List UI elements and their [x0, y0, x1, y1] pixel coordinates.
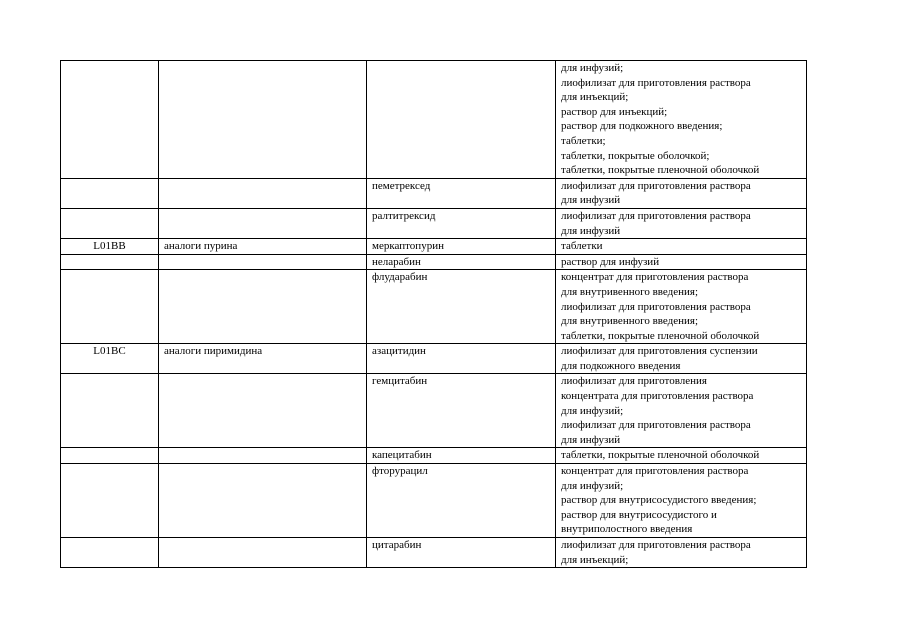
atc-code-cell: [61, 270, 159, 344]
dosage-form-line: лиофилизат для приготовления суспензии: [561, 345, 758, 358]
dosage-form-line: раствор для инфузий: [561, 255, 660, 268]
dosage-form-line: для инъекций;: [561, 553, 629, 566]
atc-code-cell: [61, 61, 159, 179]
dosage-form-line: таблетки, покрытые пленочной оболочкой: [561, 164, 760, 177]
pharmacological-group-cell: аналоги пиримидина: [159, 344, 367, 374]
dosage-form-line: для внутривенного введения;: [561, 315, 699, 328]
dosage-form-line: таблетки: [561, 240, 603, 253]
table-row: [61, 254, 807, 270]
pharmacological-group-cell: [159, 448, 367, 464]
dosage-form-cell: [556, 178, 807, 208]
drug-name-cell: неларабин: [367, 254, 556, 270]
dosage-form-line: концентрата для приготовления раствора: [561, 390, 754, 403]
dosage-form-line: лиофилизат для приготовления раствора: [561, 539, 751, 551]
table-row: [61, 178, 807, 208]
atc-code-cell: [61, 254, 159, 270]
dosage-form-line: таблетки;: [561, 134, 606, 147]
pharmacological-group-cell: [159, 254, 367, 270]
drug-name-cell: гемцитабин: [367, 374, 556, 448]
atc-code-cell: [61, 538, 159, 568]
drug-name-cell: ралтитрексид: [367, 208, 556, 238]
table-body: [61, 61, 807, 568]
table-row: [61, 270, 807, 344]
drug-name-cell: фторурацил: [367, 464, 556, 538]
table-row: [61, 374, 807, 448]
atc-code-cell: [61, 448, 159, 464]
dosage-form-line: для инъекций;: [561, 91, 629, 104]
dosage-form-line: для внутривенного введения;: [561, 285, 699, 298]
dosage-form-line: лиофилизат для приготовления раствора: [561, 209, 751, 222]
atc-code-cell: L01BC: [61, 344, 159, 374]
dosage-form-line: для инфузий;: [561, 404, 624, 417]
dosage-form-line: для подкожного введения: [561, 359, 681, 372]
dosage-form-cell: [556, 270, 807, 344]
dosage-form-line: лиофилизат для приготовления раствора: [561, 76, 751, 89]
dosage-form-line: раствор для инъекций;: [561, 105, 668, 118]
pharmacological-group-cell: [159, 208, 367, 238]
dosage-form-cell: [556, 344, 807, 374]
dosage-form-line: раствор для подкожного введения;: [561, 120, 723, 133]
dosage-form-line: лиофилизат для приготовления раствора: [561, 419, 751, 432]
dosage-form-line: таблетки, покрытые пленочной оболочкой: [561, 329, 760, 342]
dosage-form-line: раствор для внутрисосудистого и: [561, 508, 717, 521]
table-row: [61, 208, 807, 238]
dosage-form-line: лиофилизат для приготовления: [561, 375, 707, 388]
atc-code-cell: L01BB: [61, 239, 159, 255]
drug-name-cell: капецитабин: [367, 448, 556, 464]
dosage-form-line: концентрат для приготовления раствора: [561, 465, 749, 478]
dosage-form-line: для инфузий;: [561, 479, 624, 492]
pharmacological-group-cell: [159, 61, 367, 179]
pharmacological-group-cell: [159, 374, 367, 448]
atc-code-cell: [61, 374, 159, 448]
dosage-form-line: таблетки, покрытые оболочкой;: [561, 149, 710, 162]
atc-code-cell: [61, 178, 159, 208]
pharmacological-group-cell: [159, 270, 367, 344]
atc-code-cell: [61, 208, 159, 238]
pharmacological-group-cell: [159, 464, 367, 538]
dosage-form-cell: [556, 448, 807, 464]
pharmacological-group-cell: [159, 538, 367, 568]
dosage-form-line: для инфузий: [561, 224, 621, 237]
pharmacological-group-cell: аналоги пурина: [159, 239, 367, 255]
pharmacological-group-cell: [159, 178, 367, 208]
dosage-form-line: раствор для внутрисосудистого введения;: [561, 494, 757, 507]
table-row: [61, 538, 807, 568]
table-row: [61, 239, 807, 255]
dosage-form-line: внутриполостного введения: [561, 523, 693, 536]
dosage-form-cell: [556, 538, 807, 568]
dosage-form-line: лиофилизат для приготовления раствора: [561, 300, 751, 313]
table-row: [61, 448, 807, 464]
table-row: [61, 464, 807, 538]
drug-name-cell: азацитидин: [367, 344, 556, 374]
atc-code-cell: [61, 464, 159, 538]
dosage-form-line: для инфузий;: [561, 62, 624, 74]
drug-table: [60, 60, 807, 568]
dosage-form-cell: [556, 374, 807, 448]
drug-name-cell: цитарабин: [367, 538, 556, 568]
dosage-form-cell: [556, 208, 807, 238]
drug-name-cell: [367, 61, 556, 179]
table-row: [61, 344, 807, 374]
drug-name-cell: флударабин: [367, 270, 556, 344]
dosage-form-cell: [556, 61, 807, 179]
dosage-form-line: для инфузий: [561, 433, 621, 446]
drug-name-cell: меркаптопурин: [367, 239, 556, 255]
table-row: [61, 61, 807, 179]
dosage-form-line: таблетки, покрытые пленочной оболочкой: [561, 449, 760, 462]
dosage-form-cell: [556, 254, 807, 270]
dosage-form-line: для инфузий: [561, 194, 621, 207]
dosage-form-line: концентрат для приготовления раствора: [561, 271, 749, 284]
dosage-form-line: лиофилизат для приготовления раствора: [561, 179, 751, 192]
dosage-form-cell: [556, 239, 807, 255]
dosage-form-cell: [556, 464, 807, 538]
drug-name-cell: пеметрексед: [367, 178, 556, 208]
